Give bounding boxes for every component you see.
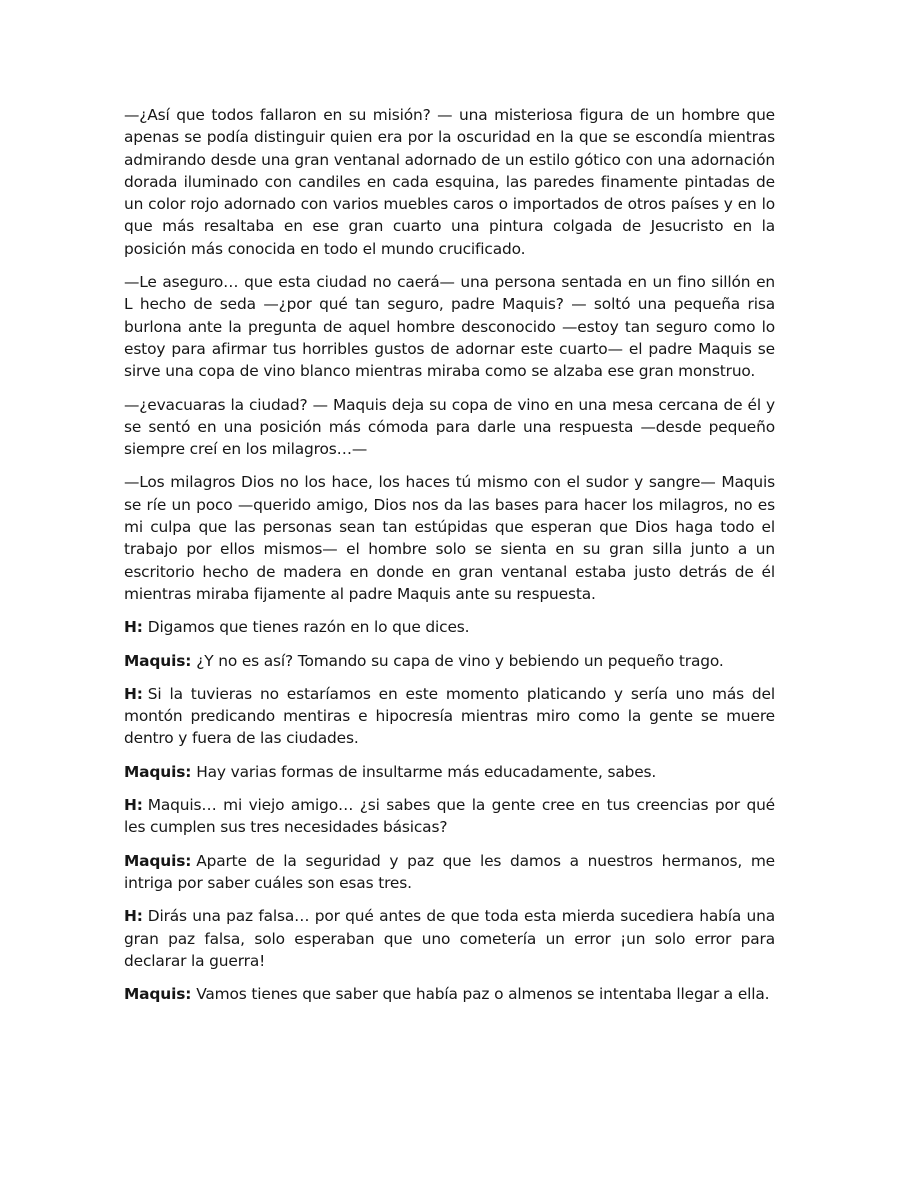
paragraph xyxy=(124,104,775,260)
paragraph xyxy=(124,271,775,382)
speaker-label: H: xyxy=(124,684,143,703)
dialogue-line xyxy=(124,683,775,750)
dialogue-text: Si la tuvieras no estaríamos en este momento platicando y sería uno más del montón predicando mentiras e hipocresía mientras miro como la gente se muere dentro y fuera de las ciudades. xyxy=(124,684,775,748)
paragraph-text: —Los milagros Dios no los hace, los haces tú mismo con el sudor y sangre— Maquis se ríe un poco —querido amigo, Dios nos da las bases para hacer los milagros, no es mi culpa que las personas sean tan estúpidas que esperan que Dios haga todo el trabajo por ellos mismos— el hombre solo se sienta en su gran silla junto a un escritorio hecho de madera en donde en gran ventanal estaba justo detrás de él mientras miraba fijamente al padre Maquis ante su respuesta. xyxy=(124,473,775,603)
speaker-label: Maquis: xyxy=(124,851,192,870)
speaker-label: Maquis: xyxy=(124,762,192,781)
dialogue-text: Hay varias formas de insultarme más educadamente, sabes. xyxy=(196,762,657,781)
dialogue-text: Digamos que tienes razón en lo que dices. xyxy=(147,618,470,637)
dialogue-text: Vamos tienes que saber que había paz o almenos se intentaba llegar a ella. xyxy=(196,985,770,1004)
speaker-label: H: xyxy=(124,796,143,815)
paragraph-text: —¿Así que todos fallaron en su misión? — una misteriosa figura de un hombre que apenas se podía distinguir quien era por la oscuridad en la que se escondía mientras admirando desde una gran ventanal adornado de un estilo gótico con una adornación dorada iluminado con candiles en cada esquina, las paredes finamente pintadas de un color rojo adornado con varios muebles caros o importados de otros países y en lo que más resaltaba en ese gran cuarto una pintura colgada de Jesucristo en la posición más conocida en todo el mundo crucificado. xyxy=(124,106,775,258)
dialogue-text: Dirás una paz falsa… por qué antes de que toda esta mierda sucediera había una gran paz falsa, solo esperaban que uno cometería un error ¡un solo error para declarar la guerra! xyxy=(124,907,775,970)
dialogue-line xyxy=(124,794,775,839)
paragraph-text: —Le aseguro… que esta ciudad no caerá— una persona sentada en un fino sillón en L hecho de seda —¿por qué tan seguro, padre Maquis? — soltó una pequeña risa burlona ante la pregunta de aquel hombre desconocido —estoy tan seguro como lo estoy para afirmar tus horribles gustos de adornar este cuarto— el padre Maquis se sirve una copa de vino blanco mientras miraba como se alzaba ese gran monstruo. xyxy=(124,273,775,381)
speaker-label: H: xyxy=(124,907,143,926)
paragraph xyxy=(124,471,775,605)
dialogue-line xyxy=(124,761,775,783)
dialogue-text: ¿Y no es así? Tomando su capa de vino y bebiendo un pequeño trago. xyxy=(196,651,724,670)
dialogue-line xyxy=(124,905,775,972)
dialogue-line xyxy=(124,616,775,638)
speaker-label: H: xyxy=(124,618,143,637)
speaker-label: Maquis: xyxy=(124,985,192,1004)
dialogue-text: Aparte de la seguridad y paz que les damos a nuestros hermanos, me intriga por saber cuáles son esas tres. xyxy=(124,851,775,892)
speaker-label: Maquis: xyxy=(124,651,192,670)
document-page xyxy=(124,104,775,1016)
dialogue-line xyxy=(124,850,775,895)
dialogue-line xyxy=(124,650,775,672)
paragraph-text: —¿evacuaras la ciudad? — Maquis deja su copa de vino en una mesa cercana de él y se sentó en una posición más cómoda para darle una respuesta —desde pequeño siempre creí en los milagros…— xyxy=(124,395,775,459)
paragraph xyxy=(124,394,775,461)
dialogue-line xyxy=(124,983,775,1005)
dialogue-text: Maquis… mi viejo amigo… ¿si sabes que la gente cree en tus creencias por qué les cumplen sus tres necesidades básicas? xyxy=(124,796,775,837)
